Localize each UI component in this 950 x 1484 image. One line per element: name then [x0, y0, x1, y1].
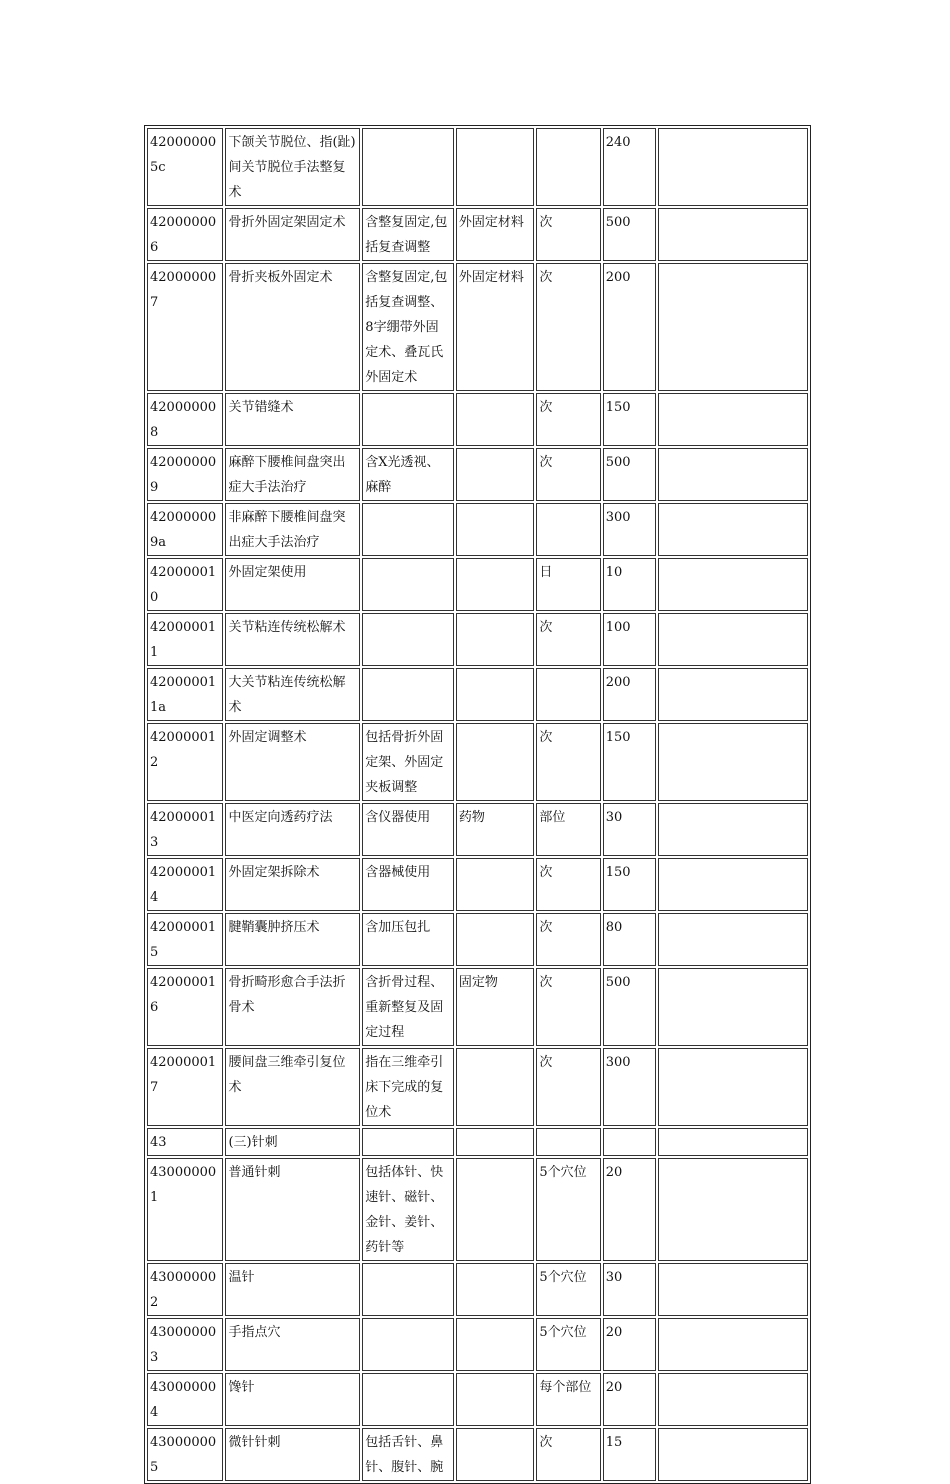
unit-cell: 每个部位 — [536, 1373, 600, 1426]
excluded-content-cell — [456, 128, 534, 206]
unit-cell — [536, 1128, 600, 1156]
price-cell: 20 — [603, 1373, 656, 1426]
item-content-cell: 包括骨折外固定架、外固定夹板调整 — [362, 723, 454, 801]
note-cell — [658, 913, 808, 966]
price-cell: 30 — [603, 1263, 656, 1316]
table-row — [147, 1263, 808, 1316]
excluded-content-cell — [456, 1318, 534, 1371]
table-row — [147, 913, 808, 966]
price-cell: 100 — [603, 613, 656, 666]
unit-cell: 次 — [536, 723, 600, 801]
item-code-cell: 420000009a — [147, 503, 223, 556]
item-name-cell: 温针 — [225, 1263, 360, 1316]
item-name-cell: 微针针刺 — [225, 1428, 360, 1481]
item-name-cell: 麻醉下腰椎间盘突出症大手法治疗 — [225, 448, 360, 501]
excluded-content-cell — [456, 858, 534, 911]
fee-table — [144, 125, 811, 1484]
item-code-cell: 430000003 — [147, 1318, 223, 1371]
unit-cell: 部位 — [536, 803, 600, 856]
price-cell: 300 — [603, 1048, 656, 1126]
excluded-content-cell — [456, 723, 534, 801]
item-content-cell — [362, 1318, 454, 1371]
note-cell — [658, 263, 808, 391]
excluded-content-cell — [456, 1128, 534, 1156]
item-code-cell: 420000014 — [147, 858, 223, 911]
unit-cell — [536, 503, 600, 556]
item-code-cell: 420000017 — [147, 1048, 223, 1126]
table-row — [147, 1428, 808, 1481]
note-cell — [658, 668, 808, 721]
note-cell — [658, 1373, 808, 1426]
table-row — [147, 393, 808, 446]
item-content-cell — [362, 503, 454, 556]
unit-cell — [536, 128, 600, 206]
price-cell: 200 — [603, 263, 656, 391]
note-cell — [658, 503, 808, 556]
note-cell — [658, 803, 808, 856]
excluded-content-cell — [456, 1373, 534, 1426]
item-code-cell: 420000009 — [147, 448, 223, 501]
excluded-content-cell — [456, 393, 534, 446]
item-content-cell — [362, 613, 454, 666]
table-row — [147, 613, 808, 666]
excluded-content-cell — [456, 668, 534, 721]
table-row — [147, 263, 808, 391]
unit-cell: 次 — [536, 913, 600, 966]
item-code-cell: 420000007 — [147, 263, 223, 391]
table-row — [147, 448, 808, 501]
table-row — [147, 208, 808, 261]
excluded-content-cell: 药物 — [456, 803, 534, 856]
unit-cell: 次 — [536, 208, 600, 261]
item-name-cell: 中医定向透药疗法 — [225, 803, 360, 856]
item-content-cell: 含加压包扎 — [362, 913, 454, 966]
item-content-cell: 含器械使用 — [362, 858, 454, 911]
unit-cell: 次 — [536, 448, 600, 501]
item-name-cell: 骨折夹板外固定术 — [225, 263, 360, 391]
price-cell: 80 — [603, 913, 656, 966]
item-content-cell: 包括舌针、鼻针、腹针、腕 — [362, 1428, 454, 1481]
item-code-cell: 420000015 — [147, 913, 223, 966]
item-name-cell: (三)针刺 — [225, 1128, 360, 1156]
note-cell — [658, 448, 808, 501]
excluded-content-cell — [456, 913, 534, 966]
table-row — [147, 1048, 808, 1126]
unit-cell: 5个穴位 — [536, 1158, 600, 1261]
item-name-cell: 馋针 — [225, 1373, 360, 1426]
excluded-content-cell — [456, 503, 534, 556]
price-cell: 20 — [603, 1318, 656, 1371]
item-content-cell — [362, 558, 454, 611]
excluded-content-cell — [456, 1428, 534, 1481]
unit-cell: 次 — [536, 1428, 600, 1481]
price-cell: 500 — [603, 208, 656, 261]
unit-cell: 次 — [536, 1048, 600, 1126]
item-content-cell: 包括体针、快速针、磁针、金针、姜针、药针等 — [362, 1158, 454, 1261]
excluded-content-cell: 外固定材料 — [456, 263, 534, 391]
table-row — [147, 668, 808, 721]
unit-cell: 5个穴位 — [536, 1263, 600, 1316]
item-code-cell: 420000008 — [147, 393, 223, 446]
item-content-cell: 指在三维牵引床下完成的复位术 — [362, 1048, 454, 1126]
item-name-cell: 外固定调整术 — [225, 723, 360, 801]
excluded-content-cell — [456, 1158, 534, 1261]
table-row — [147, 803, 808, 856]
price-cell: 240 — [603, 128, 656, 206]
excluded-content-cell — [456, 1048, 534, 1126]
table-row — [147, 1373, 808, 1426]
item-content-cell — [362, 393, 454, 446]
unit-cell: 5个穴位 — [536, 1318, 600, 1371]
item-name-cell: 普通针刺 — [225, 1158, 360, 1261]
excluded-content-cell — [456, 613, 534, 666]
item-name-cell: 手指点穴 — [225, 1318, 360, 1371]
table-row — [147, 723, 808, 801]
price-cell: 300 — [603, 503, 656, 556]
note-cell — [658, 1128, 808, 1156]
price-cell: 150 — [603, 858, 656, 911]
note-cell — [658, 1158, 808, 1261]
item-content-cell: 含整复固定,包括复查调整 — [362, 208, 454, 261]
item-name-cell: 腰间盘三维牵引复位术 — [225, 1048, 360, 1126]
unit-cell: 次 — [536, 393, 600, 446]
item-code-cell: 430000002 — [147, 1263, 223, 1316]
item-code-cell: 420000005c — [147, 128, 223, 206]
item-name-cell: 腱鞘囊肿挤压术 — [225, 913, 360, 966]
item-name-cell: 关节粘连传统松解术 — [225, 613, 360, 666]
item-code-cell: 430000004 — [147, 1373, 223, 1426]
item-name-cell: 外固定架拆除术 — [225, 858, 360, 911]
price-cell: 20 — [603, 1158, 656, 1261]
table-row — [147, 858, 808, 911]
note-cell — [658, 208, 808, 261]
item-name-cell: 骨折外固定架固定术 — [225, 208, 360, 261]
item-code-cell: 430000005 — [147, 1428, 223, 1481]
price-cell: 500 — [603, 968, 656, 1046]
item-content-cell — [362, 1373, 454, 1426]
note-cell — [658, 558, 808, 611]
item-content-cell: 含X光透视、麻醉 — [362, 448, 454, 501]
note-cell — [658, 968, 808, 1046]
price-cell: 150 — [603, 723, 656, 801]
item-code-cell: 420000010 — [147, 558, 223, 611]
item-code-cell: 420000013 — [147, 803, 223, 856]
table-row — [147, 1158, 808, 1261]
table-row — [147, 968, 808, 1046]
excluded-content-cell: 固定物 — [456, 968, 534, 1046]
item-name-cell: 下颌关节脱位、指(趾)间关节脱位手法整复术 — [225, 128, 360, 206]
price-cell: 150 — [603, 393, 656, 446]
note-cell — [658, 1263, 808, 1316]
excluded-content-cell — [456, 448, 534, 501]
excluded-content-cell: 外固定材料 — [456, 208, 534, 261]
item-content-cell: 含折骨过程、重新整复及固定过程 — [362, 968, 454, 1046]
fee-schedule-page — [144, 125, 811, 1484]
note-cell — [658, 858, 808, 911]
table-row — [147, 1318, 808, 1371]
item-code-cell: 43 — [147, 1128, 223, 1156]
note-cell — [658, 393, 808, 446]
note-cell — [658, 613, 808, 666]
table-row — [147, 503, 808, 556]
price-cell: 15 — [603, 1428, 656, 1481]
item-content-cell — [362, 128, 454, 206]
item-code-cell: 430000001 — [147, 1158, 223, 1261]
item-content-cell — [362, 668, 454, 721]
unit-cell: 次 — [536, 263, 600, 391]
item-content-cell: 含仪器使用 — [362, 803, 454, 856]
item-name-cell: 非麻醉下腰椎间盘突出症大手法治疗 — [225, 503, 360, 556]
table-row — [147, 128, 808, 206]
table-row — [147, 558, 808, 611]
unit-cell: 次 — [536, 613, 600, 666]
item-code-cell: 420000012 — [147, 723, 223, 801]
item-code-cell: 420000016 — [147, 968, 223, 1046]
fee-table-body — [147, 128, 808, 1481]
note-cell — [658, 1318, 808, 1371]
item-name-cell: 外固定架使用 — [225, 558, 360, 611]
unit-cell: 次 — [536, 968, 600, 1046]
item-name-cell: 大关节粘连传统松解术 — [225, 668, 360, 721]
price-cell: 200 — [603, 668, 656, 721]
table-row — [147, 1128, 808, 1156]
unit-cell: 次 — [536, 858, 600, 911]
price-cell: 10 — [603, 558, 656, 611]
note-cell — [658, 1048, 808, 1126]
unit-cell — [536, 668, 600, 721]
item-code-cell: 420000006 — [147, 208, 223, 261]
item-content-cell: 含整复固定,包括复查调整、8字绷带外固定术、叠瓦氏外固定术 — [362, 263, 454, 391]
item-code-cell: 420000011a — [147, 668, 223, 721]
note-cell — [658, 128, 808, 206]
item-name-cell: 关节错缝术 — [225, 393, 360, 446]
unit-cell: 日 — [536, 558, 600, 611]
item-content-cell — [362, 1128, 454, 1156]
price-cell: 30 — [603, 803, 656, 856]
price-cell — [603, 1128, 656, 1156]
item-code-cell: 420000011 — [147, 613, 223, 666]
price-cell: 500 — [603, 448, 656, 501]
note-cell — [658, 723, 808, 801]
excluded-content-cell — [456, 1263, 534, 1316]
excluded-content-cell — [456, 558, 534, 611]
item-content-cell — [362, 1263, 454, 1316]
note-cell — [658, 1428, 808, 1481]
item-name-cell: 骨折畸形愈合手法折骨术 — [225, 968, 360, 1046]
